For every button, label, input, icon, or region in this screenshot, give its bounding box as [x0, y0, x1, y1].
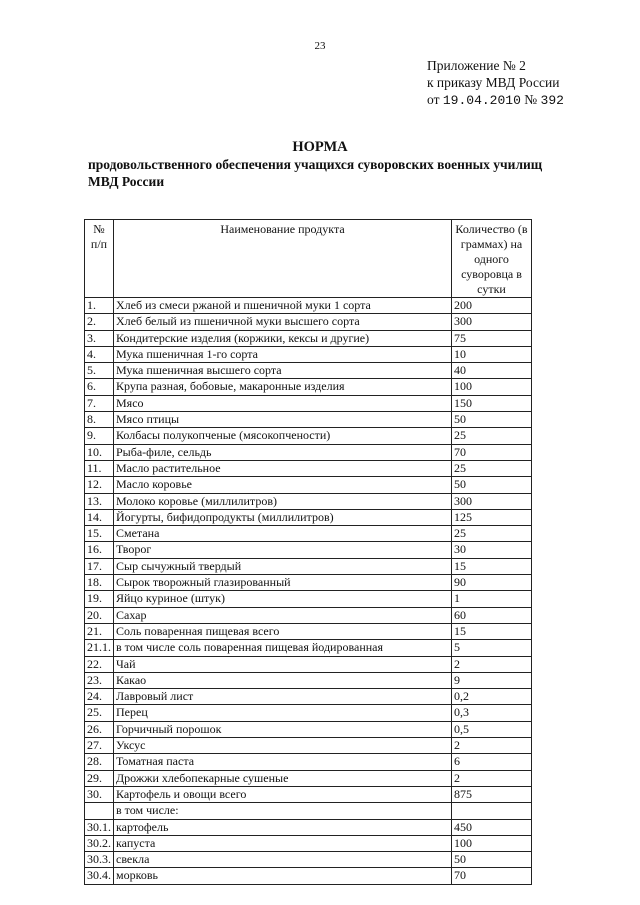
- table-row: [85, 395, 532, 411]
- row-number: 30.2.: [85, 835, 114, 851]
- product-name: Сметана: [114, 526, 452, 542]
- product-quantity: 70: [452, 868, 532, 884]
- product-name: Горчичный порошок: [114, 721, 452, 737]
- row-number: 27.: [85, 738, 114, 754]
- product-quantity: 1: [452, 591, 532, 607]
- row-number: 25.: [85, 705, 114, 721]
- product-name: Какао: [114, 672, 452, 688]
- row-number: 14.: [85, 509, 114, 525]
- order-prefix: от: [427, 92, 440, 107]
- product-name: Лавровый лист: [114, 689, 452, 705]
- product-quantity: 15: [452, 558, 532, 574]
- product-name: в том числе соль поваренная пищевая йодированная: [114, 640, 452, 656]
- subtitle-line-2: МВД России: [88, 174, 165, 189]
- product-quantity: 2: [452, 738, 532, 754]
- appendix-order-line: [427, 91, 564, 109]
- page-number: 23: [314, 40, 326, 52]
- table-row: [85, 558, 532, 574]
- table-row: [85, 591, 532, 607]
- product-quantity: 10: [452, 346, 532, 362]
- product-name: Яйцо куриное (штук): [114, 591, 452, 607]
- product-name: Хлеб из смеси ржаной и пшеничной муки 1 сорта: [114, 298, 452, 314]
- row-number: 28.: [85, 754, 114, 770]
- table-row: [85, 428, 532, 444]
- product-quantity: 0,2: [452, 689, 532, 705]
- product-quantity: 300: [452, 314, 532, 330]
- table-row: [85, 493, 532, 509]
- table-body: [85, 298, 532, 885]
- row-number: 29.: [85, 770, 114, 786]
- product-quantity: 2: [452, 770, 532, 786]
- product-quantity: 25: [452, 526, 532, 542]
- product-quantity: 25: [452, 460, 532, 476]
- table-row: [85, 623, 532, 639]
- product-quantity: 5: [452, 640, 532, 656]
- row-number: 21.1.: [85, 640, 114, 656]
- product-name: морковь: [114, 868, 452, 884]
- product-name: Перец: [114, 705, 452, 721]
- product-name: Рыба-филе, сельдь: [114, 444, 452, 460]
- appendix-order-ref: к приказу МВД России: [427, 75, 560, 90]
- product-quantity: 150: [452, 395, 532, 411]
- table-row: [85, 803, 532, 819]
- header-num: № п/п: [85, 220, 114, 298]
- product-quantity: 60: [452, 607, 532, 623]
- table-row: [85, 852, 532, 868]
- table-row: [85, 786, 532, 802]
- header-name: Наименование продукта: [114, 220, 452, 298]
- table-row: [85, 444, 532, 460]
- table-row: [85, 656, 532, 672]
- table-row: [85, 346, 532, 362]
- product-quantity: 50: [452, 477, 532, 493]
- row-number: 30.: [85, 786, 114, 802]
- table-row: [85, 298, 532, 314]
- product-name: Дрожжи хлебопекарные сушеные: [114, 770, 452, 786]
- product-name: Кондитерские изделия (коржики, кексы и другие): [114, 330, 452, 346]
- product-quantity: [452, 803, 532, 819]
- row-number: 26.: [85, 721, 114, 737]
- table-row: [85, 868, 532, 884]
- product-quantity: 30: [452, 542, 532, 558]
- table-row: [85, 363, 532, 379]
- product-quantity: 100: [452, 379, 532, 395]
- product-name: Масло коровье: [114, 477, 452, 493]
- row-number: 30.3.: [85, 852, 114, 868]
- row-number: 22.: [85, 656, 114, 672]
- row-number: 20.: [85, 607, 114, 623]
- row-number: 13.: [85, 493, 114, 509]
- row-number: 7.: [85, 395, 114, 411]
- product-name: Сахар: [114, 607, 452, 623]
- table-row: [85, 477, 532, 493]
- table-row: [85, 509, 532, 525]
- row-number: 15.: [85, 526, 114, 542]
- product-quantity: 200: [452, 298, 532, 314]
- row-number: 30.4.: [85, 868, 114, 884]
- product-name: картофель: [114, 819, 452, 835]
- row-number: 4.: [85, 346, 114, 362]
- row-number: 10.: [85, 444, 114, 460]
- order-number: 392: [540, 93, 564, 108]
- row-number: [85, 803, 114, 819]
- table-row: [85, 770, 532, 786]
- product-quantity: 0,3: [452, 705, 532, 721]
- product-quantity: 100: [452, 835, 532, 851]
- product-name: Мясо: [114, 395, 452, 411]
- product-quantity: 70: [452, 444, 532, 460]
- document-subtitle: [88, 156, 608, 190]
- product-quantity: 75: [452, 330, 532, 346]
- table-row: [85, 460, 532, 476]
- product-name: Чай: [114, 656, 452, 672]
- header-qty: Количество (в граммах) на одного суворовца в сутки: [452, 220, 532, 298]
- row-number: 21.: [85, 623, 114, 639]
- product-quantity: 9: [452, 672, 532, 688]
- table-row: [85, 754, 532, 770]
- row-number: 11.: [85, 460, 114, 476]
- product-name: капуста: [114, 835, 452, 851]
- product-quantity: 0,5: [452, 721, 532, 737]
- product-name: Мясо птицы: [114, 412, 452, 428]
- product-name: Сырок творожный глазированный: [114, 575, 452, 591]
- product-name: Творог: [114, 542, 452, 558]
- product-quantity: 25: [452, 428, 532, 444]
- table-row: [85, 607, 532, 623]
- appendix-block: [427, 57, 564, 109]
- table-row: [85, 330, 532, 346]
- table-row: [85, 705, 532, 721]
- product-name: Томатная паста: [114, 754, 452, 770]
- row-number: 24.: [85, 689, 114, 705]
- table-row: [85, 672, 532, 688]
- table-row: [85, 819, 532, 835]
- table-header-row: [85, 220, 532, 298]
- table-row: [85, 379, 532, 395]
- row-number: 18.: [85, 575, 114, 591]
- product-name: Картофель и овощи всего: [114, 786, 452, 802]
- table-row: [85, 542, 532, 558]
- product-name: Мука пшеничная высшего сорта: [114, 363, 452, 379]
- product-quantity: 40: [452, 363, 532, 379]
- row-number: 6.: [85, 379, 114, 395]
- subtitle-line-1: продовольственного обеспечения учащихся суворовских военных училищ: [88, 157, 543, 172]
- product-name: Колбасы полукопченые (мясокопчености): [114, 428, 452, 444]
- product-quantity: 50: [452, 412, 532, 428]
- table-row: [85, 721, 532, 737]
- product-quantity: 15: [452, 623, 532, 639]
- table-row: [85, 526, 532, 542]
- product-name: Сыр сычужный твердый: [114, 558, 452, 574]
- row-number: 1.: [85, 298, 114, 314]
- norms-table: [84, 219, 532, 885]
- product-name: свекла: [114, 852, 452, 868]
- product-name: Йогурты, бифидопродукты (миллилитров): [114, 509, 452, 525]
- product-name: Мука пшеничная 1-го сорта: [114, 346, 452, 362]
- product-name: Молоко коровье (миллилитров): [114, 493, 452, 509]
- table-row: [85, 575, 532, 591]
- row-number: 30.1.: [85, 819, 114, 835]
- order-sign: №: [524, 92, 538, 107]
- product-quantity: 50: [452, 852, 532, 868]
- product-name: Хлеб белый из пшеничной муки высшего сорта: [114, 314, 452, 330]
- table-row: [85, 738, 532, 754]
- document-title: НОРМА: [292, 139, 348, 155]
- product-quantity: 300: [452, 493, 532, 509]
- appendix-title: Приложение № 2: [427, 58, 526, 73]
- row-number: 23.: [85, 672, 114, 688]
- row-number: 17.: [85, 558, 114, 574]
- product-quantity: 450: [452, 819, 532, 835]
- product-name: Крупа разная, бобовые, макаронные изделия: [114, 379, 452, 395]
- table-row: [85, 689, 532, 705]
- row-number: 12.: [85, 477, 114, 493]
- product-name: Соль поваренная пищевая всего: [114, 623, 452, 639]
- row-number: 5.: [85, 363, 114, 379]
- row-number: 3.: [85, 330, 114, 346]
- product-quantity: 125: [452, 509, 532, 525]
- order-date: 19.04.2010: [442, 93, 521, 108]
- row-number: 16.: [85, 542, 114, 558]
- product-quantity: 6: [452, 754, 532, 770]
- product-name: Уксус: [114, 738, 452, 754]
- row-number: 2.: [85, 314, 114, 330]
- table-row: [85, 640, 532, 656]
- row-number: 19.: [85, 591, 114, 607]
- table-row: [85, 314, 532, 330]
- table-row: [85, 412, 532, 428]
- row-number: 8.: [85, 412, 114, 428]
- product-quantity: 2: [452, 656, 532, 672]
- product-name: Масло растительное: [114, 460, 452, 476]
- row-number: 9.: [85, 428, 114, 444]
- product-quantity: 875: [452, 786, 532, 802]
- product-name: в том числе:: [114, 803, 452, 819]
- table-row: [85, 835, 532, 851]
- product-quantity: 90: [452, 575, 532, 591]
